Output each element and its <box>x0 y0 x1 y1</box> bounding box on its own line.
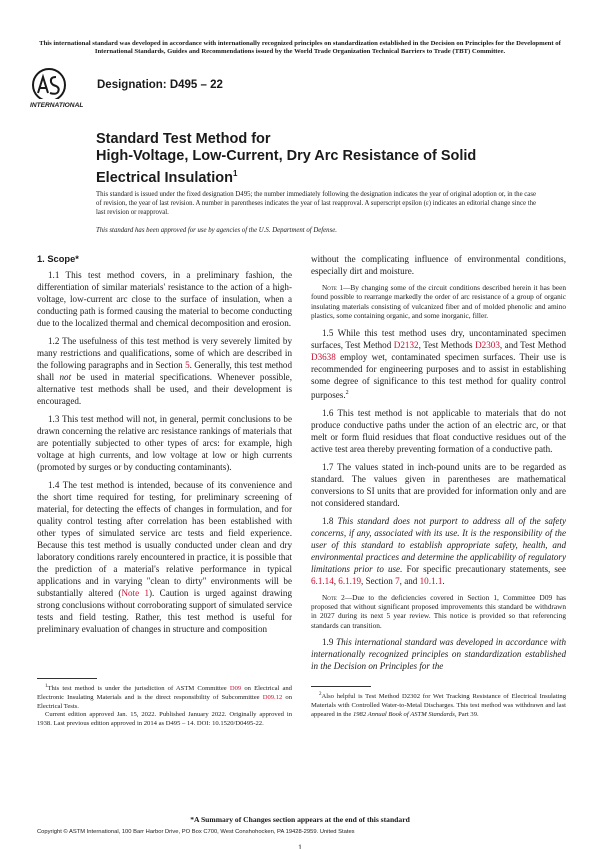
paragraph-1-1: 1.1 This test method covers, in a preliminary fashion, the differentiation of similar materials' resistance to the action of a high-voltage, low-current arc close to the surface of insulation, when a conducting path is formed causing the material to become conducting due to the localized thermal and chemical decomposition and erosion. <box>37 270 292 328</box>
page-number: 1 <box>298 843 302 849</box>
note-2: Note 2—Due to the deficiencies covered in Section 1, Committee D09 has proposed that without significant proposed improvements this standard be withdrawn in 2027 during its next 5 year review. This notice is provided so that referencing standards can transition. <box>311 592 566 630</box>
section-7-link[interactable]: 7 <box>395 575 400 586</box>
section-heading-scope: 1. Scope* <box>37 254 79 264</box>
d2303-link[interactable]: D2303 <box>475 339 500 350</box>
footnote-2-text: $^2$Also helpful is Test Method D2302 for Wet Tracking Resistance of Electrical Insulating Materials with Controlled Water-to-Metal Discharges. This test method was withdrawn and last appeared in the 1982 Annual Book of ASTM Standards, Part 39. <box>311 692 566 718</box>
footnote-2 <box>311 691 566 719</box>
note-1: Note 1—By changing some of the circuit conditions described herein it has been found possible to rearrange markedly the order of arc resistance of a group of organic insulating materials consisting of vulcanized fiber and of molded phenolic and amino plastics, some containing organic, and some inorganic, filler. <box>311 283 566 321</box>
paragraph-1-6: 1.6 This test method is not applicable to materials that do not produce conductive paths under the action of an electric arc, or that melt or form fluid residues that float conductive residues out of the active test area thereby preventing formation of a conductive path. <box>311 407 566 454</box>
ref-10-1-1-link[interactable]: 10.1.1 <box>419 575 443 586</box>
header-notice: This international standard was developed in accordance with internationally recognized principles on standardization established in the Decision on Principles for the Development of International Standards, Guides and Recommendations issued by the World Trade Organization Technical Barriers to Trade (TBT) Committee. <box>39 40 561 55</box>
paragraph-1-8: 1.8 This standard does not purport to address all of the safety concerns, if any, associated with its use. It is the responsibility of the user of this standard to establish appropriate safety, health, and environmental practices and determine the applicability of regulatory limitations prior to use. For specific precautionary statements, see 6.1.14, 6.1.19, Section 7, and 10.1.1. <box>311 515 567 586</box>
footnote-1-text: $^1$This test method is under the jurisdiction of ASTM Committee D09 on Electrical and Electronic Insulating Materials and is the direct responsibility of Subcommittee D09.12 on Electrical Tests. <box>37 684 292 710</box>
ref-6-1-19-link[interactable]: 6.1.19 <box>338 575 362 586</box>
title-footnote-mark: 1 <box>233 169 238 178</box>
paragraph-1-4: 1.4 The test method is intended, because of its convenience and the short time required for testing, for preliminary screening of material, for detecting the effects of changes in formulation, and for quality control testing after correlation has been established with other types of simulated service arc tests and field experience. Because this test method is usually conducted under clean and dry laboratory conditions rarely encountered in practice, it is possible that the prediction of a material's relative performance in typical applications and in varying "clean to dirty" environments will be substantially altered (Note 1). Caution is urged against drawing strong conclusions without corroborating support of simulated service tests and field testing. Rather, this test method is useful for preliminary evaluation of changes in structure and composition <box>37 480 292 634</box>
title-line-2: High-Voltage, Low-Current, Dry Arc Resistance of Solid Electrical Insulation$^1$ <box>96 148 477 186</box>
ref-6-1-14-link[interactable]: 6.1.14 <box>311 575 334 586</box>
astm-logo <box>29 67 87 111</box>
subcommittee-d09-12-link[interactable]: D09.12 <box>262 693 283 701</box>
issued-statement: This standard is issued under the fixed designation D495; the number immediately following the designation indicates the year of original adoption or, in the case of revision, the year of last revision. A number in parentheses indicates the year of last reapproval. A superscript epsilon (ε) indicates an editorial change since the last revision or reapproval. <box>96 191 536 216</box>
paragraph-1-5: 1.5 While this test method uses dry, uncontaminated specimen surfaces, Test Method D2132, Test Methods D2303, and Test Method D3638 employ wet, contaminated specimen surfaces. Their use is recommended for engineering purposes and to assist in establishing some degree of significance to this test method for quality control purposes.$^2$ <box>311 327 567 400</box>
document-title <box>96 131 536 187</box>
note-1-link[interactable]: Note 1 <box>121 588 150 598</box>
footnote-rule-left <box>37 678 97 679</box>
footnote-1 <box>37 683 292 729</box>
d2132-link[interactable]: D2132 <box>393 339 419 350</box>
summary-notice: *A Summary of Changes section appears at the end of this standard <box>190 815 410 824</box>
copyright-line: Copyright © ASTM International, 100 Barr Harbor Drive, PO Box C700, West Conshohocken, PA 19428-2959. United States <box>37 829 355 835</box>
section-5-link[interactable]: 5 <box>185 360 190 370</box>
paragraph-1-2: 1.2 The usefulness of this test method is very severely limited by many restrictions and qualifications, some of which are described in the following paragraphs and in Section 5. Generally, this test method shall not be used in material specifications. Whenever possible, alternative test methods shall be used, and their development is encouraged. <box>37 336 292 406</box>
footnote-2-mark: 2 <box>345 389 349 396</box>
paragraph-1-3: 1.3 This test method will not, in general, permit conclusions to be drawn concerning the relative arc resistance rankings of materials that are potentially subjected to other types of arcs: for example, high voltage at high currents, and low voltage at low or high currents (promoted by surges or by conducting contaminants). <box>37 414 292 472</box>
d3638-link[interactable]: D3638 <box>311 351 336 362</box>
svg-text:INTERNATIONAL: INTERNATIONAL <box>30 102 84 109</box>
paragraph-1-9: 1.9 This international standard was developed in accordance with internationally recognized principles on standardization established in the Decision on Principles for the <box>311 637 567 672</box>
footnote-rule-right <box>311 686 371 687</box>
right-column <box>311 253 566 678</box>
title-line-1: Standard Test Method for <box>96 131 271 147</box>
left-column <box>37 253 292 641</box>
astm-logo-mark <box>29 67 87 111</box>
paragraph-1-4-continued: without the complicating influence of environmental conditions, especially dirt and moisture. <box>311 254 566 276</box>
paragraph-1-7: 1.7 The values stated in inch-pound units are to be regarded as standard. The values given in parentheses are mathematical conversions to SI units that are provided for information only and are not considered standard. <box>311 461 566 508</box>
footnote-1-edition: Current edition approved Jan. 15, 2022. Published January 2022. Originally approved in 1938. Last previous edition approved in 2014 as D495 – 14. DOI: 10.1520/D0495-22. <box>37 711 292 728</box>
committee-d09-link[interactable]: D09 <box>229 685 242 692</box>
dod-approval: This standard has been approved for use by agencies of the U.S. Department of Defense. <box>96 227 337 234</box>
designation: Designation: D495 – 22 <box>97 79 223 91</box>
